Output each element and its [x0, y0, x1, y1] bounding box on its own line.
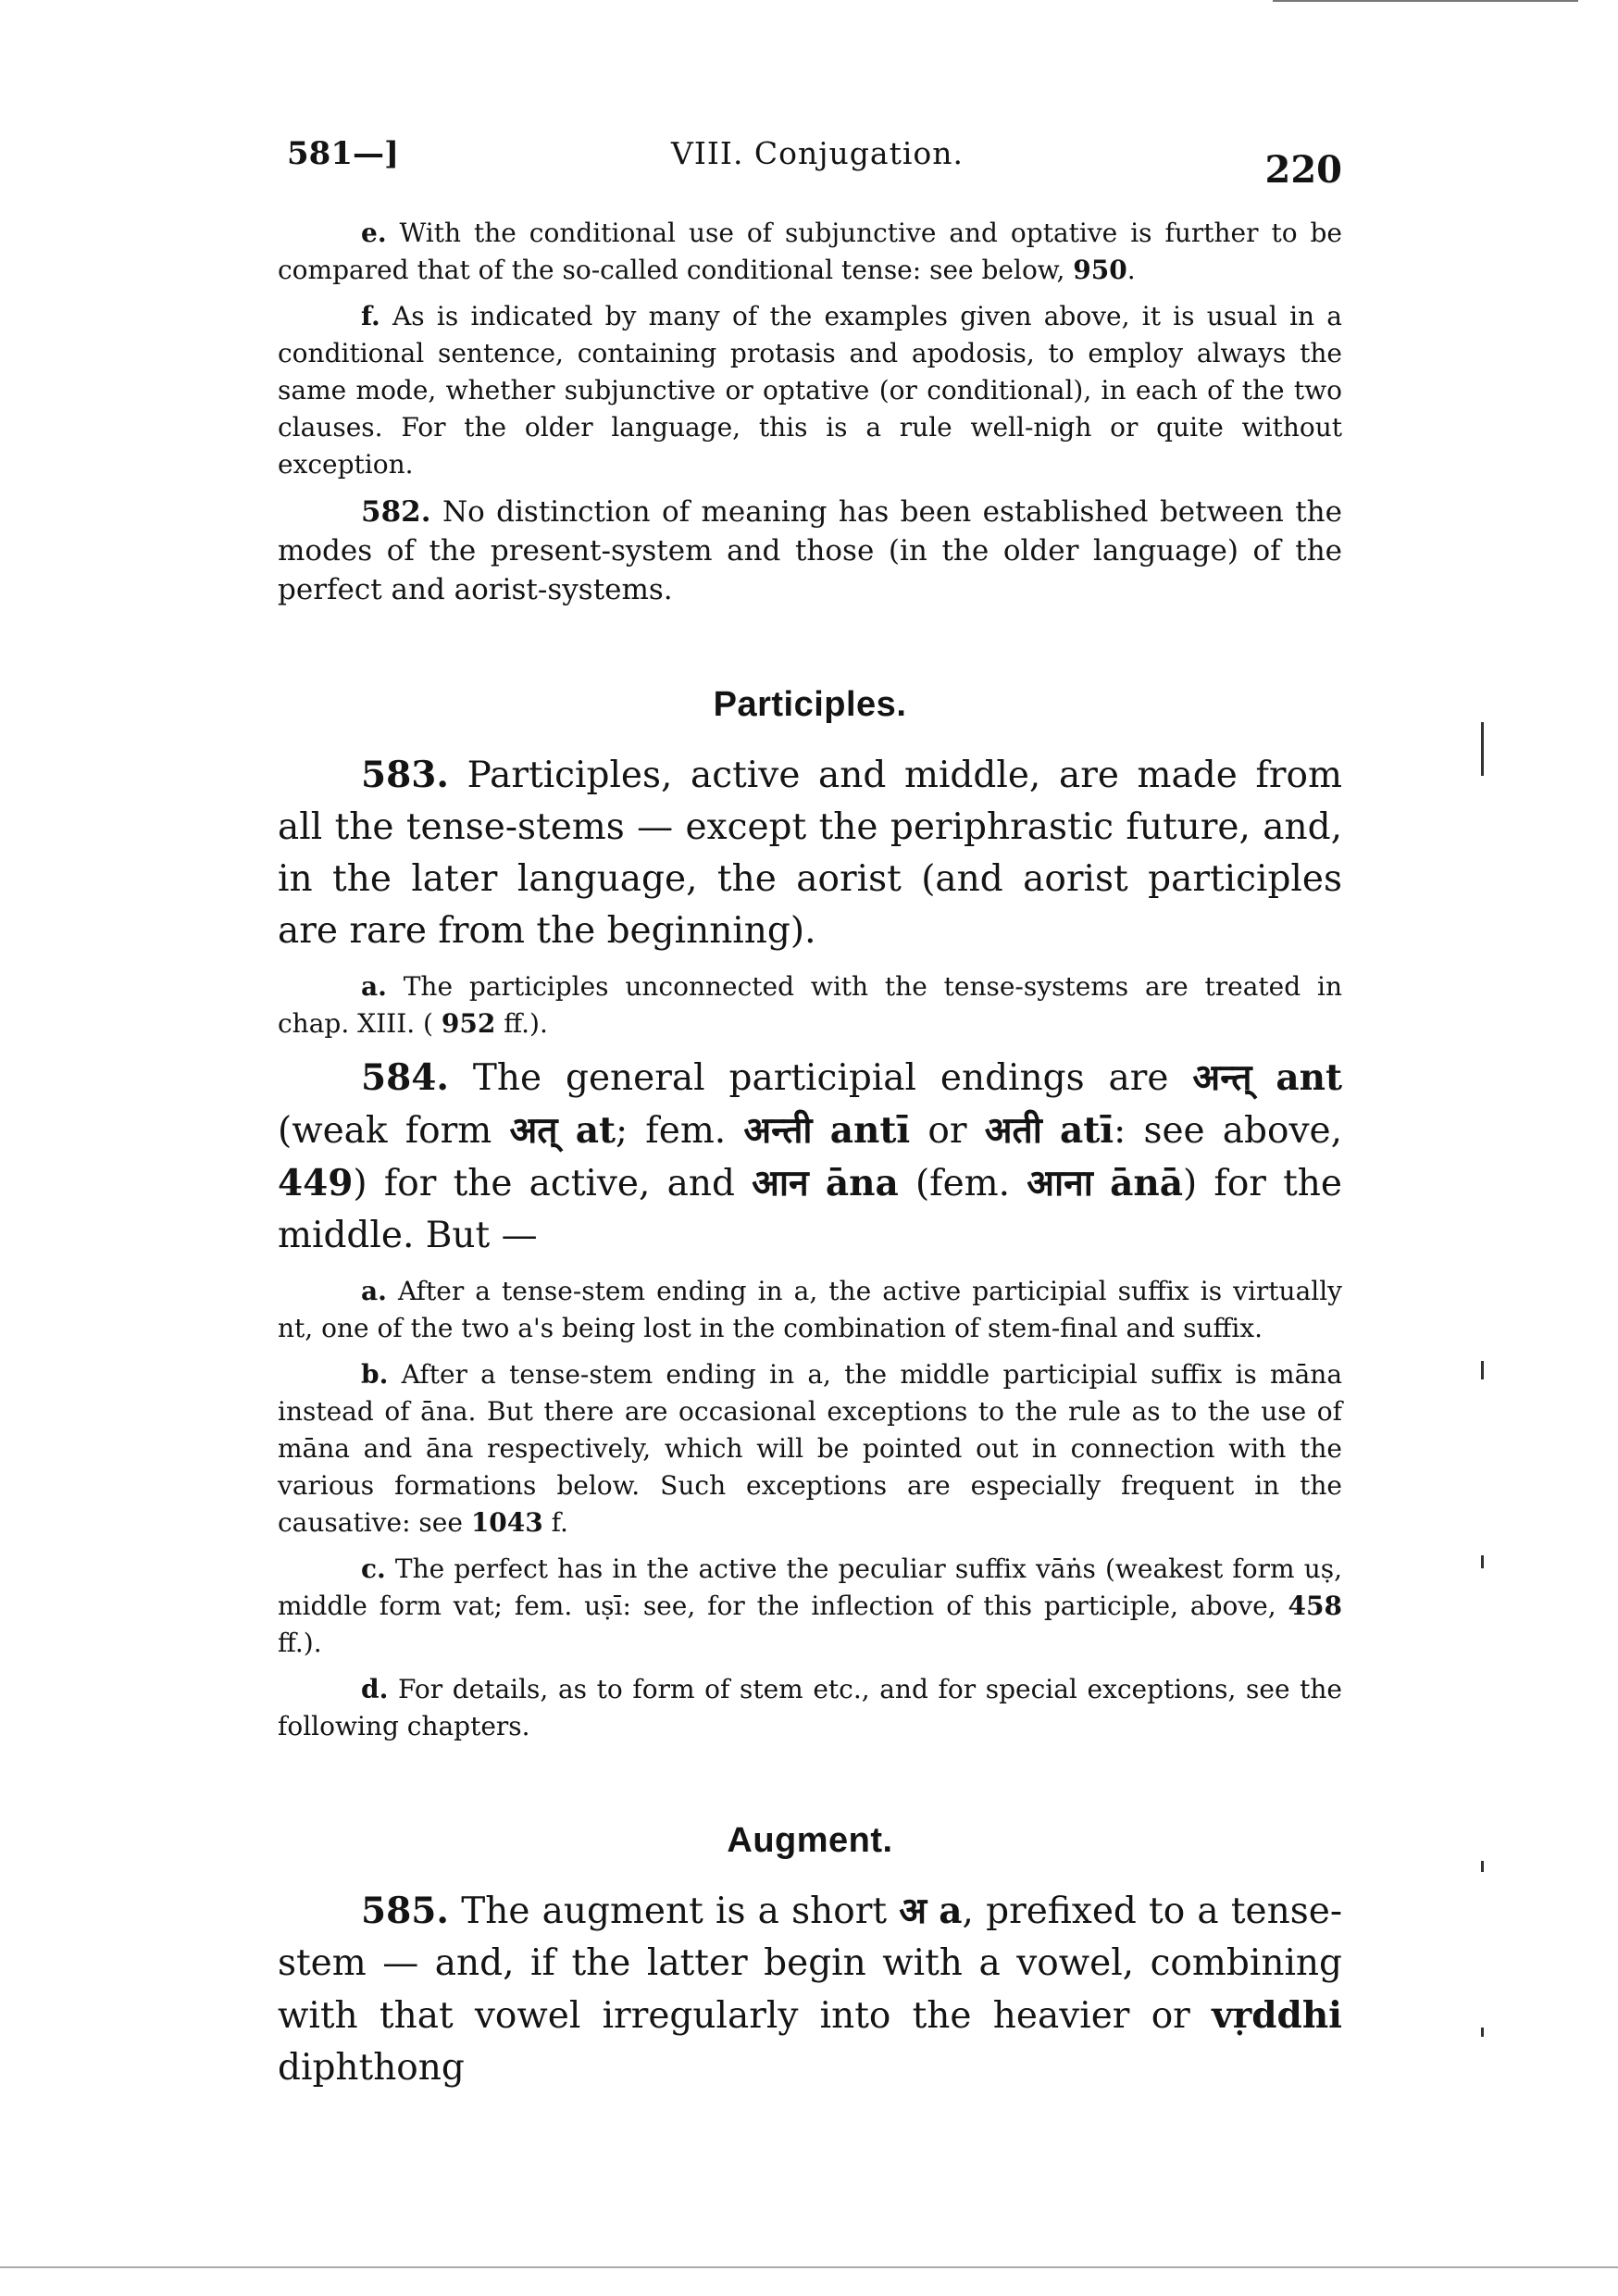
- bottom-edge-line: [0, 2266, 1618, 2268]
- paragraph-581f: f. As is indicated by many of the examples given above, it is usual in a conditional sentence, containing protasis and apodosis, to employ always the same mode, whether subjunctive or optative (or conditional), in each of the two clauses. For the older language, this is a rule well-nigh or quite without exception.: [278, 301, 1342, 480]
- paragraph-584c: c. The perfect has in the active the peculiar suffix vāṅs (weakest form uṣ, middle form vat; fem. uṣī: see, for the inflection of this participle, above, 458 ff.).: [278, 1554, 1342, 1658]
- paragraph-581e: e. With the conditional use of subjunctive and optative is further to be compared that of the so-called conditional tense: see below, 950.: [278, 218, 1342, 285]
- paragraph-584d: d. For details, as to form of stem etc., and for special exceptions, see the following chapters.: [278, 1674, 1343, 1741]
- running-header: [287, 130, 1342, 192]
- paragraph-584a: a. After a tense-stem ending in a, the active participial suffix is virtually nt, one of the two a's being lost in the combination of stem-final and suffix.: [278, 1276, 1342, 1343]
- paragraph-584: 584. The general participial endings are अन्त् ant (weak form अत् at; fem. अन्ती antī or अती atī: see above, 449) for the active, and आन āna (fem. आना ānā) for the middle. But —: [278, 1056, 1343, 1256]
- page-number: 220: [1264, 148, 1342, 192]
- top-edge-line: [1273, 0, 1578, 2]
- heading-participles: Participles.: [713, 685, 907, 724]
- margin-marks: [1481, 0, 1518, 2296]
- chapter-title: VIII. Conjugation.: [671, 135, 964, 171]
- section-range: 581—]: [287, 135, 400, 172]
- paragraph-583: 583. Participles, active and middle, are made from all the tense-stems — except the periphrastic future, and, in the later language, the aorist (and aorist participles are rare from the beginning).: [278, 754, 1342, 952]
- paragraph-585: 585. The augment is a short अ a, prefixed to a tense-stem — and, if the latter begin with a vowel, combining with that vowel irregularly into the heavier or vṛddhi diphthong: [278, 1890, 1342, 2089]
- paragraph-582: 582. No distinction of meaning has been established between the modes of the present-system and those (in the older language) of the perfect and aorist-systems.: [278, 495, 1342, 606]
- heading-augment: Augment.: [727, 1821, 893, 1860]
- page-body: [278, 215, 1342, 2105]
- paragraph-583a: a. The participles unconnected with the tense-systems are treated in chap. XIII. ( 952 ff.).: [278, 971, 1342, 1039]
- paragraph-584b: b. After a tense-stem ending in a, the middle participial suffix is māna instead of āna. But there are occasional exceptions to the rule as to the use of māna and āna respectively, which will be pointed out in connection with the various formations below. Such exceptions are especially frequent in the causative: see 1043 f.: [278, 1359, 1343, 1538]
